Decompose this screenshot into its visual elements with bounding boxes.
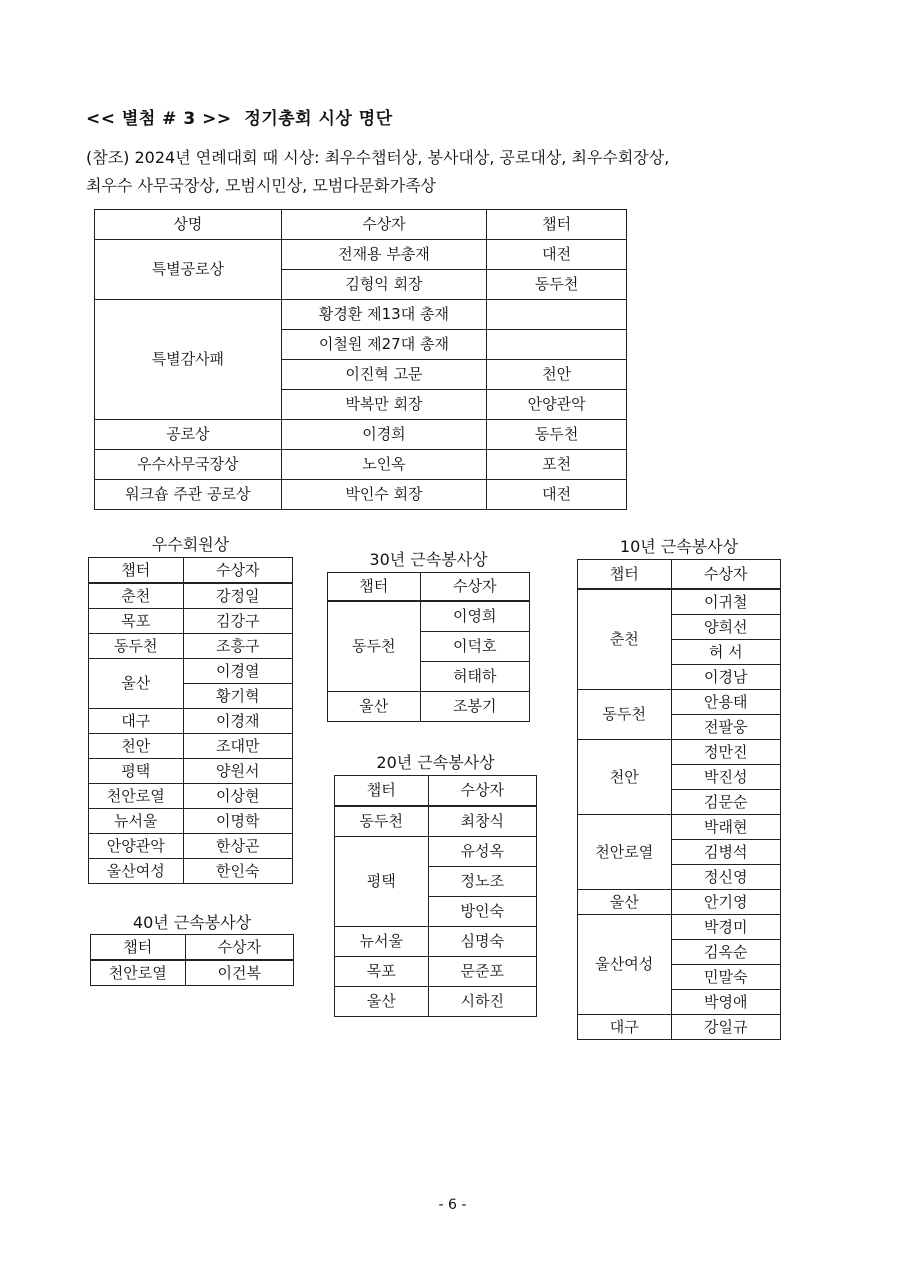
excellent-member-title: 우수회원상	[151, 535, 230, 554]
chapter-cell: 동두천	[487, 270, 627, 300]
winner-cell: 김문순	[671, 790, 780, 815]
winner-cell: 박복만 회장	[281, 390, 487, 420]
award-cell: 워크숍 주관 공로상	[95, 480, 282, 510]
chapter-cell: 대구	[89, 709, 184, 734]
winner-cell: 김형익 회장	[281, 270, 487, 300]
winner-cell: 이경열	[183, 659, 292, 684]
service30-table	[327, 572, 530, 722]
table-header-row	[95, 210, 627, 240]
table-row	[578, 890, 781, 915]
winner-cell: 조흥구	[183, 634, 292, 659]
winner-cell: 심명숙	[428, 927, 536, 957]
winner-cell: 강정일	[183, 583, 292, 609]
chapter-cell: 동두천	[328, 601, 421, 692]
header-cell: 수상자	[428, 776, 536, 807]
page-title: << 별첨 # 3 >> 정기총회 시상 명단	[86, 109, 393, 129]
winner-cell: 정신영	[671, 865, 780, 890]
winner-cell: 정노조	[428, 867, 536, 897]
service20-table	[334, 775, 537, 1017]
table-header-row	[91, 935, 294, 961]
chapter-cell: 천안	[487, 360, 627, 390]
winner-cell: 안용태	[671, 690, 780, 715]
chapter-cell: 춘천	[578, 589, 672, 690]
chapter-cell: 목포	[335, 957, 429, 987]
winner-cell: 시하진	[428, 987, 536, 1017]
winner-cell: 박래현	[671, 815, 780, 840]
winner-cell: 한상곤	[183, 834, 292, 859]
winner-cell: 김병석	[671, 840, 780, 865]
winner-cell: 전팔웅	[671, 715, 780, 740]
winner-cell: 노인옥	[281, 450, 487, 480]
table-row	[328, 601, 530, 632]
table-row	[335, 806, 537, 837]
winner-cell: 박경미	[671, 915, 780, 940]
chapter-cell: 평택	[335, 837, 429, 927]
table-row	[335, 837, 537, 867]
winner-cell: 이귀철	[671, 589, 780, 615]
table-row	[89, 784, 293, 809]
chapter-cell: 목포	[89, 609, 184, 634]
winner-cell: 민말숙	[671, 965, 780, 990]
table-row	[89, 659, 293, 684]
table-row	[95, 450, 627, 480]
chapter-cell: 천안로열	[91, 960, 186, 986]
table-row	[91, 960, 294, 986]
award-cell: 공로상	[95, 420, 282, 450]
chapter-cell: 포천	[487, 450, 627, 480]
chapter-cell: 평택	[89, 759, 184, 784]
service40-table	[90, 934, 294, 986]
header-cell: 수상자	[281, 210, 487, 240]
winner-cell: 이철원 제27대 총재	[281, 330, 487, 360]
header-cell: 수상자	[183, 558, 292, 584]
table-row	[95, 240, 627, 270]
award-cell: 특별감사패	[95, 300, 282, 420]
table-row	[89, 859, 293, 884]
winner-cell: 이상현	[183, 784, 292, 809]
header-cell: 챕터	[335, 776, 429, 807]
table-row	[89, 809, 293, 834]
winner-cell: 이덕호	[420, 632, 529, 662]
winner-cell: 박진성	[671, 765, 780, 790]
service40-title: 40년 근속봉사상	[132, 913, 252, 932]
table-header-row	[89, 558, 293, 584]
chapter-cell: 천안	[89, 734, 184, 759]
chapter-cell: 춘천	[89, 583, 184, 609]
table-row	[89, 759, 293, 784]
chapter-cell: 울산	[578, 890, 672, 915]
chapter-cell: 천안	[578, 740, 672, 815]
table-row	[335, 987, 537, 1017]
winner-cell: 최창식	[428, 806, 536, 837]
table-header-row	[335, 776, 537, 807]
winner-cell: 황기혁	[183, 684, 292, 709]
table-row	[95, 300, 627, 330]
table-row	[578, 1015, 781, 1040]
table-row	[89, 634, 293, 659]
header-cell: 상명	[95, 210, 282, 240]
winner-cell: 정만진	[671, 740, 780, 765]
table-row	[578, 589, 781, 615]
winner-cell: 문준포	[428, 957, 536, 987]
chapter-cell: 울산여성	[578, 915, 672, 1015]
table-row	[578, 815, 781, 840]
winner-cell: 김옥순	[671, 940, 780, 965]
winner-cell: 전재용 부총재	[281, 240, 487, 270]
chapter-cell	[487, 330, 627, 360]
chapter-cell: 대구	[578, 1015, 672, 1040]
chapter-cell: 울산여성	[89, 859, 184, 884]
service30-title: 30년 근속봉사상	[369, 550, 488, 569]
header-cell: 챕터	[91, 935, 186, 961]
winner-cell: 이영희	[420, 601, 529, 632]
excellent-member-table	[88, 557, 293, 884]
winner-cell: 이진혁 고문	[281, 360, 487, 390]
winner-cell: 김강구	[183, 609, 292, 634]
table-row	[89, 734, 293, 759]
winner-cell: 박인수 회장	[281, 480, 487, 510]
header-cell: 수상자	[671, 560, 780, 590]
winner-cell: 한인숙	[183, 859, 292, 884]
table-row	[578, 690, 781, 715]
chapter-cell: 안양관악	[89, 834, 184, 859]
note-line-2: 최우수 사무국장상, 모범시민상, 모범다문화가족상	[86, 176, 437, 195]
chapter-cell: 뉴서울	[89, 809, 184, 834]
winner-cell: 허 서	[671, 640, 780, 665]
winner-cell: 이경희	[281, 420, 487, 450]
table-row	[328, 692, 530, 722]
header-cell: 챕터	[89, 558, 184, 584]
chapter-cell: 대전	[487, 240, 627, 270]
winner-cell: 조봉기	[420, 692, 529, 722]
winner-cell: 양희선	[671, 615, 780, 640]
table-row	[578, 740, 781, 765]
main-awards-table	[94, 209, 627, 510]
table-row	[89, 709, 293, 734]
winner-cell: 이경재	[183, 709, 292, 734]
table-row	[89, 583, 293, 609]
winner-cell: 유성옥	[428, 837, 536, 867]
chapter-cell: 울산	[89, 659, 184, 709]
winner-cell: 양원서	[183, 759, 292, 784]
table-row	[335, 957, 537, 987]
table-row	[95, 420, 627, 450]
winner-cell: 방인숙	[428, 897, 536, 927]
chapter-cell: 울산	[335, 987, 429, 1017]
table-header-row	[328, 573, 530, 602]
service10-table	[577, 559, 781, 1040]
award-cell: 우수사무국장상	[95, 450, 282, 480]
chapter-cell: 동두천	[89, 634, 184, 659]
chapter-cell: 천안로열	[578, 815, 672, 890]
winner-cell: 안기영	[671, 890, 780, 915]
chapter-cell	[487, 300, 627, 330]
table-row	[89, 609, 293, 634]
chapter-cell: 동두천	[487, 420, 627, 450]
table-row	[95, 480, 627, 510]
table-row	[578, 915, 781, 940]
winner-cell: 허태하	[420, 662, 529, 692]
header-cell: 챕터	[328, 573, 421, 602]
winner-cell: 황경환 제13대 총재	[281, 300, 487, 330]
chapter-cell: 대전	[487, 480, 627, 510]
chapter-cell: 울산	[328, 692, 421, 722]
service20-title: 20년 근속봉사상	[376, 753, 495, 772]
winner-cell: 이경남	[671, 665, 780, 690]
chapter-cell: 천안로열	[89, 784, 184, 809]
note-line-1: (참조) 2024년 연례대회 때 시상: 최우수챕터상, 봉사대상, 공로대상, 최우수회장상,	[86, 148, 670, 167]
winner-cell: 이건복	[185, 960, 293, 986]
header-cell: 수상자	[420, 573, 529, 602]
chapter-cell: 뉴서울	[335, 927, 429, 957]
service10-title: 10년 근속봉사상	[619, 537, 739, 556]
award-cell: 특별공로상	[95, 240, 282, 300]
header-cell: 챕터	[487, 210, 627, 240]
page-number: - 6 -	[438, 1197, 467, 1213]
winner-cell: 박영애	[671, 990, 780, 1015]
header-cell: 수상자	[185, 935, 293, 961]
winner-cell: 조대만	[183, 734, 292, 759]
winner-cell: 이명학	[183, 809, 292, 834]
chapter-cell: 동두천	[335, 806, 429, 837]
table-row	[89, 834, 293, 859]
chapter-cell: 동두천	[578, 690, 672, 740]
table-header-row	[578, 560, 781, 590]
table-row	[335, 927, 537, 957]
header-cell: 챕터	[578, 560, 672, 590]
winner-cell: 강일규	[671, 1015, 780, 1040]
chapter-cell: 안양관악	[487, 390, 627, 420]
